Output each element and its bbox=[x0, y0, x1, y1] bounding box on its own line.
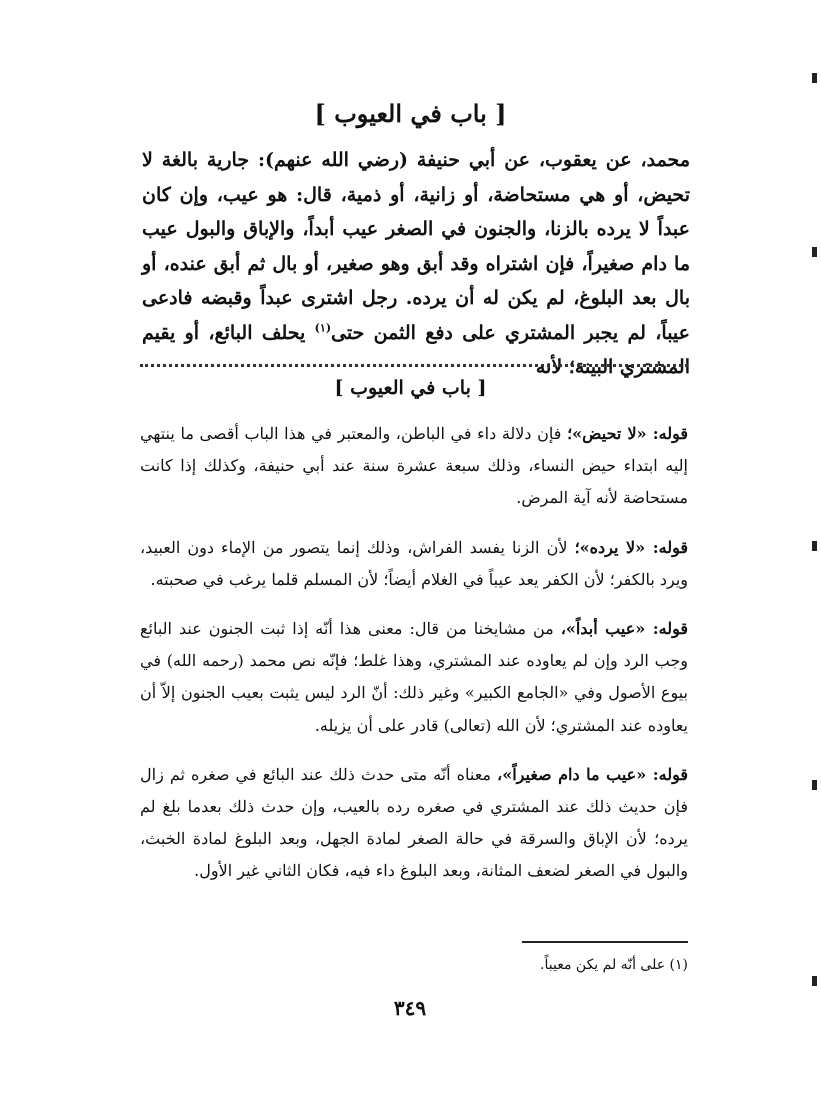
scan-edge-mark bbox=[812, 247, 817, 257]
commentary-paragraph-3 bbox=[140, 613, 688, 742]
commentary-text: لأن الزنا يفسد الفراش، وذلك إنما يتصور من الإماء دون العبيد، ويرد بالكفر؛ لأن الكفر يعد عيباً في الغلام أيضاً؛ لأن المسلم قلما يرغب في صحبته. bbox=[140, 537, 688, 589]
footnote: (١) على أنّه لم يكن معيباً. bbox=[540, 957, 688, 973]
scan-edge-mark bbox=[812, 541, 817, 551]
main-text-block bbox=[142, 143, 690, 385]
scan-edge-mark bbox=[812, 780, 817, 790]
chapter-heading: [ باب في العيوب ] bbox=[314, 99, 507, 128]
main-text-after-note: يحلف البائع، أو يقيم المشتري البينة؛ لأنه bbox=[142, 321, 690, 378]
commentary-paragraph-2 bbox=[140, 532, 688, 596]
scan-edge-mark bbox=[812, 976, 817, 986]
commentary-lead: قوله: «عيب أبداً»، bbox=[560, 619, 689, 639]
commentary-text: معناه أنّه متى حدث ذلك عند البائع في صغره ثم زال فإن حديث ذلك عند المشتري في صغره رده بالعيب، وإن حدث ذلك بعدما بلغ لم يرده؛ لأن الإباق والسرقة في حالة الصغر لمادة الجهل، وبعد البلوغ لمادة الخبث، والبول في الصغر لضعف المثانة، وبعد البلوغ داء فيه، فكان الثاني غير الأول. bbox=[140, 764, 688, 881]
commentary-paragraph-4 bbox=[140, 759, 688, 888]
footnote-rule bbox=[522, 941, 688, 943]
main-text-before-note: محمد، عن يعقوب، عن أبي حنيفة (رضي الله عنهم): جارية بالغة لا تحيض، أو هي مستحاضة، أو زانية، أو ذمية، قال: هو عيب، وإن كان عبداً لا يرده بالزنا، والجنون في الصغر عيب أبداً، والإباق والبول عيب ما دام صغيراً، فإن اشتراه وقد أبق وهو صغير، أو بال ثم أبق عنده، أو بال بعد البلوغ، لم يكن له أن يرده. رجل اشترى عبداً وقبضه فادعى عيباً، لم يجبر المشتري على دفع الثمن حتى bbox=[142, 149, 690, 344]
dotted-separator bbox=[140, 364, 688, 367]
commentary-block bbox=[140, 418, 688, 905]
main-text-paragraph bbox=[142, 143, 690, 385]
commentary-heading: [ باب في العيوب ] bbox=[334, 377, 487, 399]
page-number: ٣٤٩ bbox=[393, 996, 427, 1020]
commentary-paragraph-1 bbox=[140, 418, 688, 515]
commentary-lead: قوله: «لا تحيض»؛ bbox=[567, 424, 688, 443]
commentary-lead: قوله: «لا يرده»؛ bbox=[574, 537, 688, 557]
commentary-text: من مشايخنا من قال: معنى هذا أنّه إذا ثبت الجنون عند البائع وجب الرد وإن لم يعاوده عند المشتري، وهذا غلط؛ فإنّه نص محمد (رحمه الله) في بيوع الأصول وفي «الجامع الكبير» وغير ذلك: أنّ الرد ليس يثبت بعيب الجنون إلاّ أن يعاوده عند المشتري؛ لأن الله (تعالى) قادر على أن يزيله. bbox=[140, 619, 688, 735]
commentary-text: فإن دلالة داء في الباطن، والمعتبر في هذا الباب أقصى ما ينتهي إليه ابتداء حيض النساء، وذلك سبعة عشرة سنة عند أبي حنيفة، وكذلك إذا كانت مستحاضة لأنه آية المرض. bbox=[140, 424, 688, 508]
commentary-lead: قوله: «عيب ما دام صغيراً»، bbox=[497, 764, 689, 784]
scan-edge-mark bbox=[812, 73, 817, 83]
footnote-marker: (١) bbox=[314, 321, 332, 335]
